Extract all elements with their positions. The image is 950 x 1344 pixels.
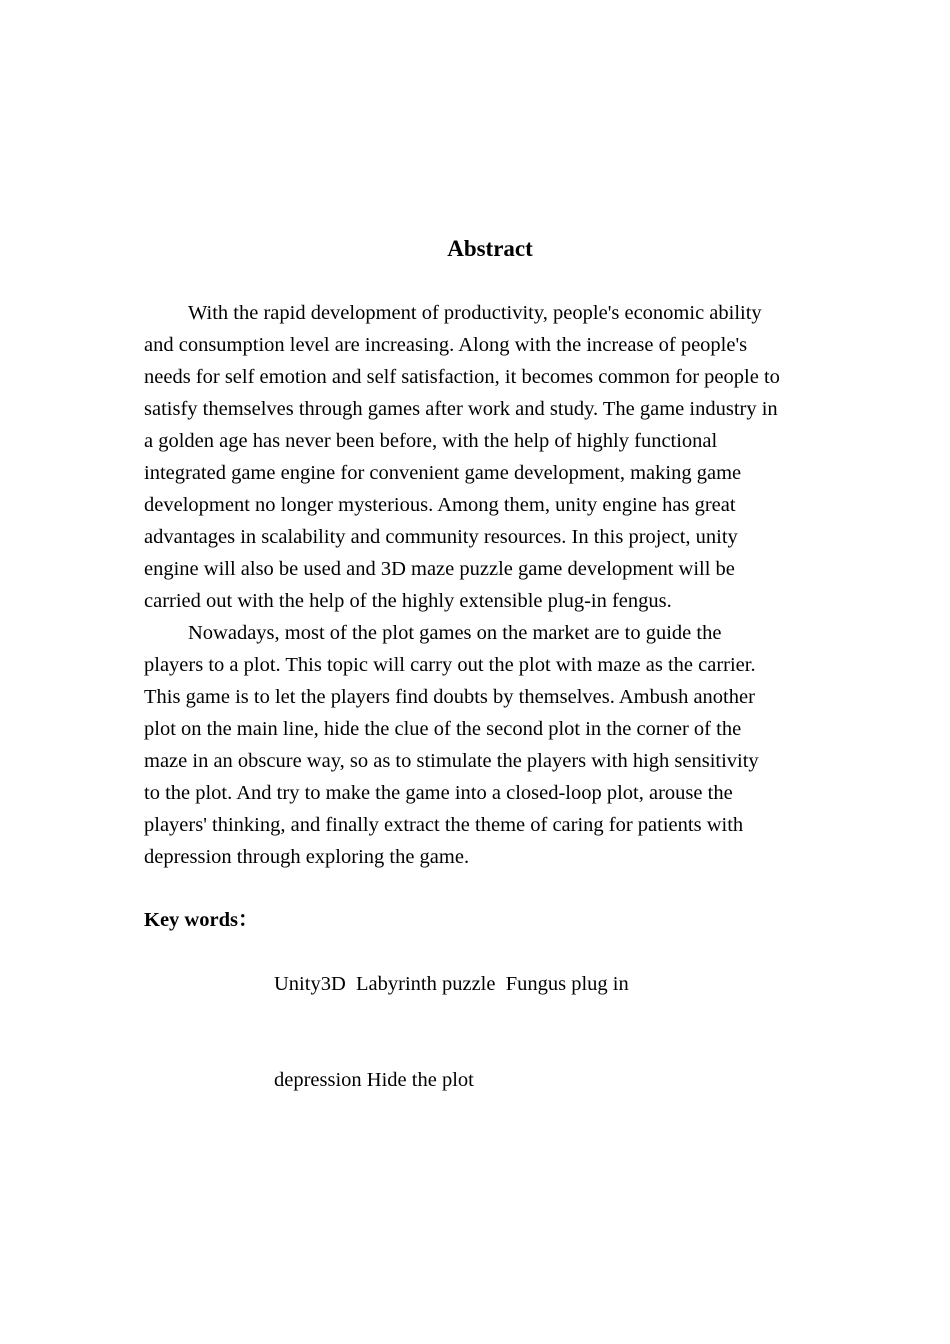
keywords-line: depression Hide the plot (274, 1069, 474, 1091)
paragraph-line: maze in an obscure way, so as to stimulate the players with high sensitivity (144, 750, 759, 772)
paragraph-line: to the plot. And try to make the game into a closed-loop plot, arouse the (144, 782, 733, 804)
paragraph-line: advantages in scalability and community resources. In this project, unity (144, 526, 738, 548)
abstract-title: Abstract (447, 236, 533, 261)
paragraph-line: This game is to let the players find doubts by themselves. Ambush another (144, 686, 755, 708)
paragraph-line: needs for self emotion and self satisfaction, it becomes common for people to (144, 366, 780, 388)
paragraph-line: satisfy themselves through games after work and study. The game industry in (144, 398, 778, 420)
paragraph-line: depression through exploring the game. (144, 846, 470, 868)
paragraph-line: engine will also be used and 3D maze puzzle game development will be (144, 558, 735, 580)
paragraph-line: players' thinking, and finally extract the theme of caring for patients with (144, 814, 744, 836)
paragraph-line: plot on the main line, hide the clue of the second plot in the corner of the (144, 718, 742, 740)
keywords-values (274, 904, 834, 1160)
abstract-paragraph-2 (144, 617, 844, 873)
abstract-paragraph-1 (144, 297, 844, 617)
paragraph-line: a golden age has never been before, with the help of highly functional (144, 430, 718, 452)
paragraph-line: With the rapid development of productivity, people's economic ability (188, 302, 762, 324)
paragraph-line: development no longer mysterious. Among them, unity engine has great (144, 494, 736, 516)
paragraph-line: Nowadays, most of the plot games on the market are to guide the (188, 622, 722, 644)
paragraph-line: players to a plot. This topic will carry out the plot with maze as the carrier. (144, 654, 756, 676)
keywords-label: Key words： (144, 909, 259, 931)
keywords-line: Unity3D Labyrinth puzzle Fungus plug in (274, 973, 629, 995)
paragraph-line: and consumption level are increasing. Along with the increase of people's (144, 334, 748, 356)
paragraph-line: integrated game engine for convenient game development, making game (144, 462, 742, 484)
paragraph-line: carried out with the help of the highly extensible plug-in fengus. (144, 590, 672, 612)
abstract-body (144, 297, 844, 873)
